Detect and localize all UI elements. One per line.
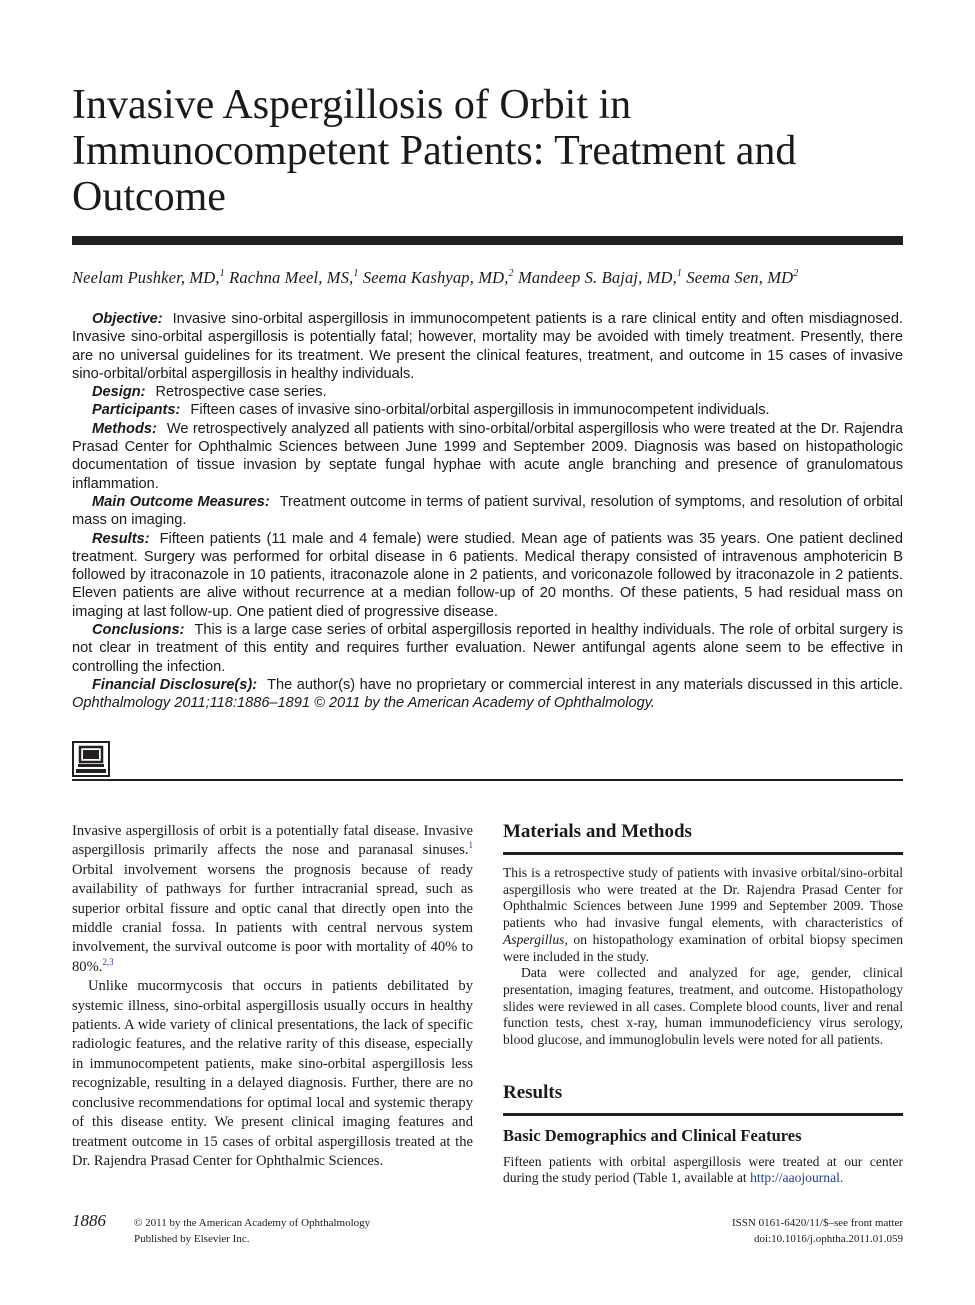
- author-affiliation: 1: [353, 268, 359, 279]
- abstract-label: Participants:: [92, 402, 181, 419]
- abstract-conclusions: Conclusions: This is a large case series of orbital aspergillosis reported in healthy individuals. The role of orbital surgery is not clear in treatment of this entity and requires further evaluation. Newer antifungal agents alone seem to be effective in controlling the infection.: [72, 622, 903, 675]
- results-paragraph: Fifteen patients with orbital aspergillosis were treated at our center during the study period (Table 1, available at http://aaojournal.: [503, 1153, 903, 1186]
- section-rule: [503, 852, 903, 855]
- abstract-methods: Methods: We retrospectively analyzed all patients with sino-orbital/orbital aspergillosis who were treated at the Dr. Rajendra Prasad Center for Ophthalmic Sciences between June 1999 and September 2009. Diagnosis was based on histopathologic documentation of tissue invasion by septate fungal hyphae with acute angle branching and presence of granulomatous inflammation.: [72, 420, 903, 492]
- methods-paragraph: Data were collected and analyzed for age, gender, clinical presentation, imaging features, treatment, and outcome. Histopathology slides were reviewed in all cases. Complete blood counts, liver and renal function tests, chest x-ray, human immunodeficiency virus serology, blood glucose, and immunoglobulin levels were noted for all patients.: [503, 965, 903, 1048]
- methods-body: [503, 865, 903, 1049]
- section-heading: Materials and Methods: [503, 821, 692, 842]
- footer-copyright: © 2011 by the American Academy of Ophthalmology Published by Elsevier Inc.: [134, 1217, 371, 1245]
- author-name: Rachna Meel, MS,: [229, 268, 354, 287]
- section-heading: Results: [503, 1081, 563, 1103]
- abstract-objective: Objective: Invasive sino-orbital aspergillosis in immunocompetent patients is a rare clinical entity and often misdiagnosed. Invasive sino-orbital aspergillosis is potentially fatal; however, mortality may be avoided with timely treatment. Presently, there are no universal guidelines for its treatment. We present the clinical features, treatment, and outcome in 15 cases of invasive sino-orbital/orbital aspergillosis in healthy individuals.: [72, 311, 903, 382]
- methods-results-column: [503, 820, 903, 1187]
- title-rule: [72, 236, 903, 245]
- author-affiliation: 1: [676, 268, 683, 279]
- author-affiliation: 2: [508, 268, 514, 279]
- author-list: [72, 266, 903, 290]
- abstract-design: Design: Retrospective case series.: [92, 384, 327, 401]
- reference-link[interactable]: 1: [468, 840, 473, 851]
- page-number: 1886: [72, 1211, 106, 1230]
- subsection-heading: Basic Demographics and Clinical Features: [503, 1125, 802, 1145]
- introduction-column: [72, 822, 473, 1171]
- author-affiliation: 1: [219, 268, 225, 279]
- footer-issn-doi: ISSN 0161-6420/11/$–see front matter doi:10.1016/j.ophtha.2011.01.059: [732, 1217, 903, 1245]
- online-supplement-icon[interactable]: [72, 741, 110, 777]
- results-body: [503, 1154, 903, 1187]
- section-rule: [503, 1113, 903, 1116]
- author-name: Seema Sen, MD: [686, 268, 794, 287]
- journal-citation: Ophthalmology 2011;118:1886–1891 © 2011 by the American Academy of Ophthalmology.: [72, 695, 655, 712]
- author-name: Neelam Pushker, MD,: [72, 268, 220, 287]
- abstract-label: Results:: [92, 530, 150, 547]
- methods-paragraph: This is a retrospective study of patients with invasive orbital/sino-orbital aspergillosis who were treated at the Dr. Rajendra Prasad Center for Ophthalmic Sciences between June 1999 and September 2009. Those patients who had invasive fungal elements, with characteristics of Aspergillus, on histopathology examination of orbital biopsy specimen were included in the study.: [503, 865, 903, 964]
- abstract-label: Financial Disclosure(s):: [92, 676, 258, 693]
- journal-url-link[interactable]: http://aaojournal.: [750, 1170, 844, 1186]
- abstract-label: Conclusions:: [92, 622, 185, 639]
- intro-paragraph: Unlike mucormycosis that occurs in patients debilitated by systemic illness, sino-orbital aspergillosis usually occurs in healthy patients. A wide variety of clinical presentations, the lack of specific radiologic features, and the relative rarity of this disease, especially in immunocompetent patients, make sino-orbital aspergillosis less recognizable, resulting in a delayed diagnosis. Further, there are no conclusive recommendations for optimal local and systemic therapy of this disease entity. We present clinical imaging features and treatment outcome in 15 cases of orbital aspergillosis treated at the Dr. Rajendra Prasad Center for Ophthalmic Sciences.: [72, 978, 473, 1169]
- author-affiliation: 2: [793, 268, 799, 279]
- abstract-label: Main Outcome Measures:: [92, 493, 270, 510]
- abstract-outcome-measures: Main Outcome Measures: Treatment outcome in terms of patient survival, resolution of symptoms, and resolution of orbital mass on imaging.: [72, 493, 903, 529]
- abstract-label: Objective:: [92, 311, 163, 327]
- intro-paragraph: Invasive aspergillosis of orbit is a potentially fatal disease. Invasive aspergillosis primarily affects the nose and paranasal sinuses.$^1$ Orbital involvement worsens the prognosis because of ready availability of pathways for further intracranial spread, such as superior orbital fissure and optic canal that directly open into the middle cranial fossa. In patients with central nervous system involvement, the survival outcome is poor with mortality of 40% to 80%.$^{2,3}$: [72, 823, 473, 975]
- author-name: Seema Kashyap, MD,: [362, 268, 509, 287]
- reference-link[interactable]: 2,3: [102, 956, 114, 967]
- abstract-label: Methods:: [92, 420, 157, 437]
- abstract-participants: Participants: Fifteen cases of invasive sino-orbital/orbital aspergillosis in immunocompetent individuals.: [92, 402, 770, 419]
- abstract-label: Design:: [92, 384, 146, 401]
- doi-link[interactable]: doi:10.1016/j.ophtha.2011.01.059: [753, 1233, 903, 1245]
- abstract-rule: [72, 779, 903, 781]
- author-name: Mandeep S. Bajaj, MD,: [517, 268, 677, 287]
- abstract: [72, 310, 903, 713]
- abstract-results: Results: Fifteen patients (11 male and 4 female) were studied. Mean age of patients was 35 years. One patient declined treatment. Surgery was performed for orbital disease in 6 patients. Medical therapy consisted of intravenous amphotericin B followed by itraconazole in 10 patients, itraconazole alone in 2 patients, and voriconazole followed by itraconazole in 2 patients. Eleven patients are alive without recurrence at a median follow-up of 20 months. Of these patients, 5 had residual mass on imaging at last follow-up. One patient died of progressive disease.: [72, 530, 903, 620]
- article-title: Invasive Aspergillosis of Orbit in Immunocompetent Patients: Treatment and Outcome: [72, 82, 797, 220]
- abstract-disclosure: Financial Disclosure(s): The author(s) have no proprietary or commercial interest in any materials discussed in this article. Ophthalmology 2011;118:1886–1891 © 2011 by the American Academy of Ophthalmology.: [72, 676, 903, 712]
